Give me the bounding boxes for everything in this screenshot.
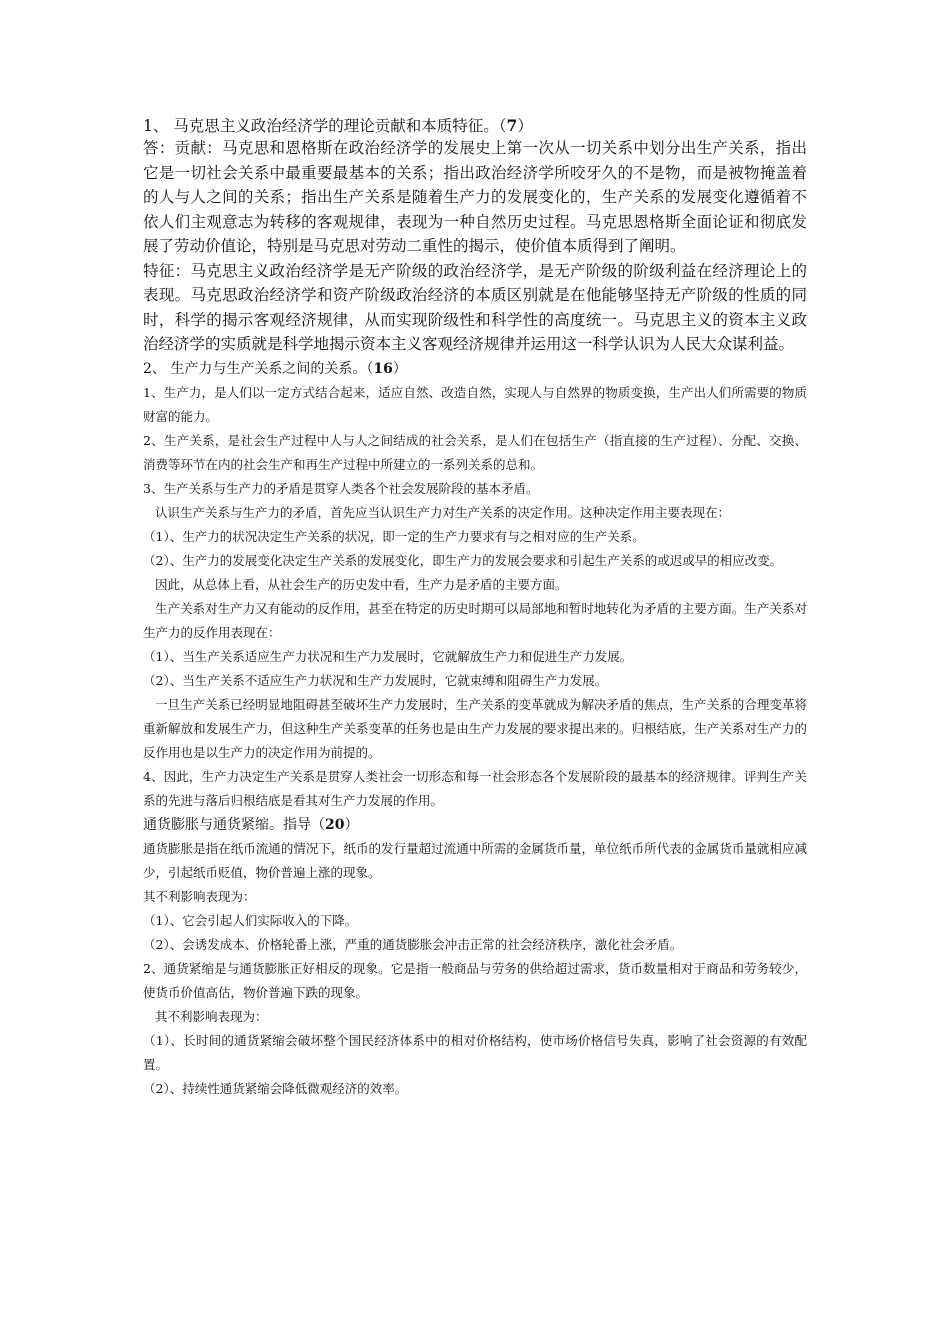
q2-paragraph: 一旦生产关系已经明显地阻碍甚至破坏生产力发展时，生产关系的变革就成为解决矛盾的焦点，生产关系的合理变革将重新解放和发展生产力，但这种生产关系变革的任务也是由生产力发展的要求提出来的。归根结底，生产关系对生产力的反作用也是以生产力的决定作用为前提的。 bbox=[143, 696, 807, 760]
q2-paragraph: 认识生产关系与生产力的矛盾，首先应当认识生产力对生产关系的决定作用。这种决定作用主要表现在： bbox=[155, 504, 731, 520]
q1-answer: 答：贡献：马克思和恩格斯在政治经济学的发展史上第一次从一切关系中划分出生产关系，指出它是一切社会关系中最重要最基本的关系；指出政治经济学所咬牙久的不是物，而是被物掩盖着的人与人之间的关系；指出生产关系是随着生产力的发展变化的，生产关系的发展变化遵循着不依人们主观意志为转移的客观规律，表现为一种自然历史过程。马克思恩格斯全面论证和彻底发展了劳动价值论，特别是马克思对劳动二重性的揭示，使价值本质得到了阐明。 bbox=[143, 139, 807, 255]
document-page bbox=[143, 116, 807, 1101]
q2-paragraph: （1）、当生产关系适应生产力状况和生产力发展时，它就解放生产力和促进生产力发展。 bbox=[143, 648, 633, 664]
q2-title: 2、 生产力与生产关系之间的关系。（16） bbox=[143, 360, 407, 377]
q2-paragraph: 1、生产力，是人们以一定方式结合起来，适应自然、改造自然，实现人与自然界的物质变换，生产出人们所需要的物质财富的能力。 bbox=[143, 384, 807, 424]
q2-paragraph: （2）、当生产关系不适应生产力状况和生产力发展时，它就束缚和阻碍生产力发展。 bbox=[143, 672, 608, 688]
q3-paragraph: 2、通货紧缩是与通货膨胀正好相反的现象。它是指一般商品与劳务的供给超过需求，货币数量相对于商品和劳务较少，使货币价值高估，物价普遍下跌的现象。 bbox=[143, 960, 807, 1000]
q3-title: 通货膨胀与通货紧缩。指导（20） bbox=[143, 816, 359, 833]
q3-paragraph: 其不利影响表现为： bbox=[143, 888, 256, 904]
q2-paragraph: （2）、生产力的发展变化决定生产关系的发展变化，即生产力的发展会要求和引起生产关系的或迟或早的相应改变。 bbox=[143, 552, 783, 568]
q2-paragraph: 3、生产关系与生产力的矛盾是贯穿人类各个社会发展阶段的基本矛盾。 bbox=[143, 480, 539, 496]
q1-feature: 特征：马克思主义政治经济学是无产阶级的政治经济学，是无产阶级的阶级利益在经济理论上的表现。马克思政治经济学和资产阶级政治经济的本质区别就是在他能够坚持无产阶级的性质的同时，科学的揭示客观经济规律，从而实现阶级性和科学性的高度统一。马克思主义的资本主义政治经济学的实质就是科学地揭示资本主义客观经济规律并运用这一科学认识为人民大众谋利益。 bbox=[143, 261, 807, 353]
q3-paragraph: （1）、长时间的通货紧缩会破坏整个国民经济体系中的相对价格结构，使市场价格信号失真，影响了社会资源的有效配置。 bbox=[143, 1032, 807, 1072]
q3-paragraph: （2）、持续性通货紧缩会降低微观经济的效率。 bbox=[143, 1080, 408, 1096]
q2-paragraph: 2、生产关系，是社会生产过程中人与人之间结成的社会关系，是人们在包括生产（指直接的生产过程）、分配、交换、消费等环节在内的社会生产和再生产过程中所建立的一系列关系的总和。 bbox=[143, 432, 807, 472]
q3-paragraph: （2）、会诱发成本、价格轮番上涨，严重的通货膨胀会冲击正常的社会经济秩序，激化社会矛盾。 bbox=[143, 936, 683, 952]
q2-paragraph: 4、因此，生产力决定生产关系是贯穿人类社会一切形态和每一社会形态各个发展阶段的最基本的经济规律。评判生产关系的先进与落后归根结底是看其对生产力发展的作用。 bbox=[143, 768, 807, 808]
q2-paragraph: （1）、生产力的状况决定生产关系的状况，即一定的生产力要求有与之相对应的生产关系。 bbox=[143, 528, 645, 544]
q3-paragraph: 通货膨胀是指在纸币流通的情况下，纸币的发行量超过流通中所需的金属货币量，单位纸币所代表的金属货币量就相应减少，引起纸币贬值，物价普遍上涨的现象。 bbox=[143, 840, 807, 880]
q3-paragraph: 其不利影响表现为： bbox=[155, 1008, 268, 1024]
q2-paragraph: 因此，从总体上看，从社会生产的历史发中看，生产力是矛盾的主要方面。 bbox=[155, 576, 568, 592]
q1-title: 1、 马克思主义政治经济学的理论贡献和本质特征。（7） bbox=[143, 116, 533, 135]
q3-paragraph: （1）、它会引起人们实际收入的下降。 bbox=[143, 912, 358, 928]
q2-paragraph: 生产关系对生产力又有能动的反作用，甚至在特定的历史时期可以局部地和暂时地转化为矛盾的主要方面。生产关系对生产力的反作用表现在： bbox=[143, 600, 807, 640]
